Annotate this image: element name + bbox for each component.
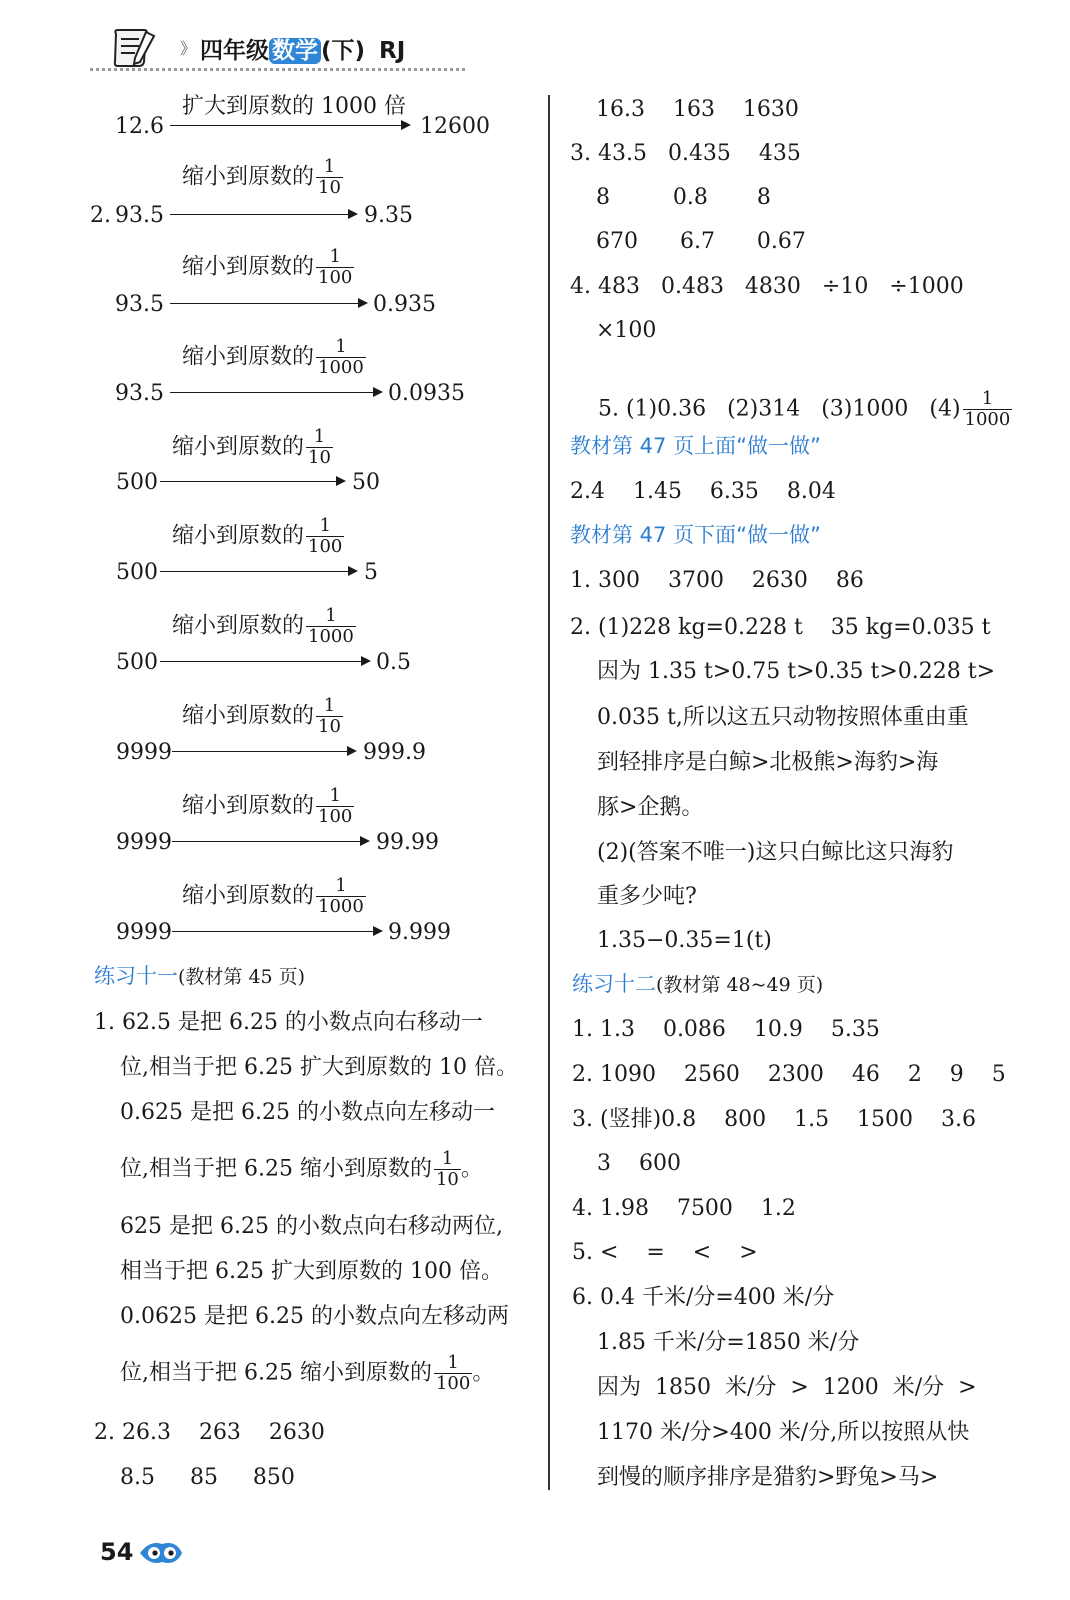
answer-line: 到轻排序是白鲸>北极熊>海豹>海 bbox=[597, 750, 939, 775]
arrow-label: 缩小到原数的 $\frac{1}{100}$ bbox=[172, 515, 343, 557]
answer-line: 4. 1.98 7500 1.2 bbox=[572, 1196, 796, 1221]
arrow-from: 500 bbox=[116, 560, 158, 585]
answer-line: 到慢的顺序排序是猎豹>野兔>马> bbox=[597, 1465, 939, 1490]
page-header bbox=[90, 22, 470, 72]
arrow-from: 93.5 bbox=[115, 292, 164, 317]
arrow-label: 缩小到原数的 $\frac{1}{100}$ bbox=[182, 246, 353, 288]
arrow-from: 9999 bbox=[116, 830, 172, 855]
answer-line: 2.4 1.45 6.35 8.04 bbox=[570, 479, 836, 504]
arrow-to: 999.9 bbox=[363, 740, 426, 765]
arrow-line bbox=[160, 571, 355, 572]
answer-line: 2. 26.3 263 2630 bbox=[94, 1420, 325, 1445]
answer-line: 6. 0.4 千米/分=400 米/分 bbox=[572, 1285, 835, 1310]
answer-line: 3. (竖排)0.8 800 1.5 1500 3.6 bbox=[572, 1107, 976, 1132]
arrow-label: 缩小到原数的 $\frac{1}{1000}$ bbox=[182, 875, 364, 917]
arrow-line bbox=[172, 751, 354, 752]
arrow-label: 缩小到原数的 $\frac{1}{1000}$ bbox=[172, 605, 354, 647]
answer-line: 0.625 是把 6.25 的小数点向左移动一 bbox=[120, 1100, 495, 1125]
answer-line: 2. 1090 2560 2300 46 2 9 5 bbox=[572, 1062, 1006, 1087]
arrow-line bbox=[170, 125, 408, 126]
arrow-to: 0.935 bbox=[373, 292, 436, 317]
header-subject: 数学 bbox=[269, 38, 321, 64]
header-term: (下) bbox=[321, 38, 366, 64]
arrow-label: 缩小到原数的 $\frac{1}{10}$ bbox=[172, 426, 331, 468]
column-divider bbox=[548, 95, 550, 1490]
answer-line: 因为 1850 米/分 > 1200 米/分 > bbox=[597, 1375, 977, 1400]
answer-line: 1. 62.5 是把 6.25 的小数点向右移动一 bbox=[94, 1010, 483, 1035]
arrow-line bbox=[172, 931, 380, 932]
answer-line: 重多少吨? bbox=[597, 884, 697, 909]
arrow-from: 9999 bbox=[116, 920, 172, 945]
arrow-from: 93.5 bbox=[115, 381, 164, 406]
section-heading: 练习十一(教材第 45 页) bbox=[94, 964, 306, 988]
arrow-from: 93.5 bbox=[115, 203, 164, 228]
arrow-line bbox=[170, 392, 380, 393]
arrow-from: 500 bbox=[116, 470, 158, 495]
section-heading: 教材第 47 页上面“做一做” bbox=[570, 434, 821, 458]
header-edition: RJ bbox=[379, 38, 406, 64]
arrow-line bbox=[170, 303, 365, 304]
arrow-to: 0.5 bbox=[376, 650, 411, 675]
arrow-to: 9.999 bbox=[388, 920, 451, 945]
arrow-label: 扩大到原数的 1000 倍 bbox=[182, 94, 406, 119]
header-chevron-icon: 》 bbox=[180, 39, 197, 58]
answer-line: (2)(答案不唯一)这只白鲸比这只海豹 bbox=[597, 840, 954, 865]
answer-line: 位,相当于把 6.25 扩大到原数的 10 倍。 bbox=[120, 1055, 518, 1080]
scroll-pencil-icon bbox=[110, 26, 156, 68]
answer-line: 3. 43.5 0.435 435 bbox=[570, 141, 801, 166]
arrow-line bbox=[160, 661, 368, 662]
arrow-line bbox=[170, 214, 355, 215]
answer-line: 1.85 千米/分=1850 米/分 bbox=[597, 1330, 860, 1355]
page-number: 54 bbox=[100, 1538, 134, 1566]
answer-line: 1.35−0.35=1(t) bbox=[597, 928, 772, 953]
answer-line: 16.3 163 1630 bbox=[596, 97, 799, 122]
arrow-label: 缩小到原数的 $\frac{1}{10}$ bbox=[182, 695, 341, 737]
arrow-to: 0.0935 bbox=[388, 381, 465, 406]
answer-line: 位,相当于把 6.25 缩小到原数的 $\frac{1}{10}$ 。 bbox=[120, 1148, 483, 1190]
answer-line: 1170 米/分>400 米/分,所以按照从快 bbox=[597, 1420, 970, 1445]
answer-line: 位,相当于把 6.25 缩小到原数的 $\frac{1}{100}$ 。 bbox=[120, 1352, 495, 1394]
answer-line: 0.0625 是把 6.25 的小数点向左移动两 bbox=[120, 1304, 509, 1329]
arrow-to: 9.35 bbox=[364, 203, 413, 228]
arrow-from: 500 bbox=[116, 650, 158, 675]
answer-line: 4. 483 0.483 4830 ÷10 ÷1000 bbox=[570, 274, 964, 299]
answer-line: 8 0.8 8 bbox=[596, 185, 771, 210]
arrow-from: 9999 bbox=[116, 740, 172, 765]
answer-line: 豚>企鹅。 bbox=[597, 795, 704, 820]
arrow-to: 99.99 bbox=[376, 830, 439, 855]
eyes-mascot-icon bbox=[138, 1538, 184, 1568]
arrow-line bbox=[172, 841, 367, 842]
answer-line: 5. (1)0.36 (2)314 (3)1000 (4) $\frac{1}{1000}$ bbox=[597, 388, 1011, 430]
section-heading: 教材第 47 页下面“做一做” bbox=[570, 523, 821, 547]
arrow-to: 5 bbox=[364, 560, 378, 585]
answer-line: 625 是把 6.25 的小数点向右移动两位, bbox=[120, 1214, 503, 1239]
arrow-to: 50 bbox=[352, 470, 380, 495]
arrow-to: 12600 bbox=[420, 114, 490, 139]
section-heading: 练习十二(教材第 48~49 页) bbox=[572, 972, 824, 996]
answer-line: 3 600 bbox=[597, 1151, 681, 1176]
answer-line: 670 6.7 0.67 bbox=[596, 229, 806, 254]
answer-line: 因为 1.35 t>0.75 t>0.35 t>0.228 t> bbox=[597, 659, 995, 684]
header-grade: 四年级 bbox=[200, 38, 269, 64]
header-dotted-line bbox=[90, 68, 465, 71]
arrow-line bbox=[160, 481, 343, 482]
answer-line: ×100 bbox=[596, 318, 657, 343]
answer-line: 1. 300 3700 2630 86 bbox=[570, 568, 864, 593]
answer-line: 5. < = < > bbox=[572, 1240, 758, 1265]
answer-line: 8.5 85 850 bbox=[120, 1465, 295, 1490]
arrow-label: 缩小到原数的 $\frac{1}{10}$ bbox=[182, 156, 341, 198]
question-number: 2. bbox=[90, 203, 111, 228]
answer-line: 相当于把 6.25 扩大到原数的 100 倍。 bbox=[120, 1259, 503, 1284]
answer-line: 2. (1)228 kg=0.228 t 35 kg=0.035 t bbox=[570, 615, 991, 640]
answer-line: 1. 1.3 0.086 10.9 5.35 bbox=[572, 1017, 880, 1042]
answer-line: 0.035 t,所以这五只动物按照体重由重 bbox=[597, 705, 969, 730]
arrow-from: 12.6 bbox=[115, 114, 164, 139]
arrow-label: 缩小到原数的 $\frac{1}{100}$ bbox=[182, 785, 353, 827]
header-title bbox=[200, 32, 405, 65]
arrow-label: 缩小到原数的 $\frac{1}{1000}$ bbox=[182, 336, 364, 378]
